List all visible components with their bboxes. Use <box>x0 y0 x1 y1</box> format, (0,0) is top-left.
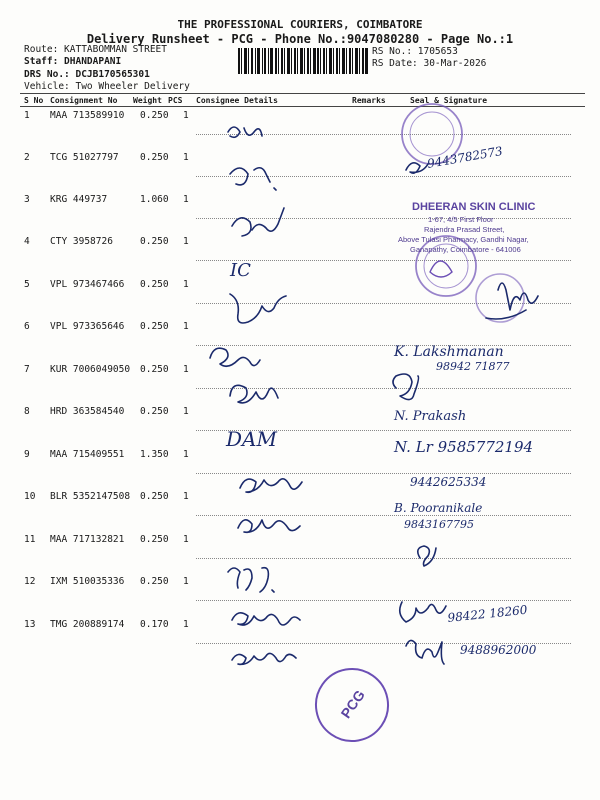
row-weight: 0.250 <box>140 364 169 375</box>
signature-line <box>196 388 571 389</box>
hw-phone-4: 9442625334 <box>410 475 487 489</box>
table-row <box>0 110 600 150</box>
signature-line <box>196 515 571 516</box>
signature-line <box>196 218 571 219</box>
row-consignment: CTY 3958726 <box>50 236 113 247</box>
company-name: THE PROFESSIONAL COURIERS, COIMBATORE <box>177 18 423 31</box>
row-sno: 1 <box>24 110 30 121</box>
col-consignee: Consignee Details <box>196 96 278 105</box>
signature-line <box>196 345 571 346</box>
clinic-line1: 1-67, 4/5 First Floor <box>428 215 494 224</box>
row-pcs: 1 <box>183 236 189 247</box>
row-pcs: 1 <box>183 194 189 205</box>
signature-line <box>196 176 571 177</box>
row-consignment: KUR 7006049050 <box>50 364 131 375</box>
row-pcs: 1 <box>183 279 189 290</box>
hw-phone-6: 98422 18260 <box>446 602 529 625</box>
clinic-name: DHEERAN SKIN CLINIC <box>412 201 536 213</box>
col-sno: S No <box>24 96 44 105</box>
pcg-stamp-text: PCG <box>337 687 368 722</box>
signature-line <box>196 473 571 474</box>
table-row <box>0 194 600 234</box>
vehicle: Vehicle: Two Wheeler Delivery <box>24 81 190 92</box>
clinic-line2: Rajendra Prasad Street, <box>424 225 505 234</box>
hw-ic: IC <box>230 260 251 281</box>
hw-name-3: B. Pooranikale <box>394 501 483 515</box>
row-sno: 10 <box>24 491 36 502</box>
row-sno: 12 <box>24 576 36 587</box>
row-consignment: TCG 51027797 <box>50 152 119 163</box>
col-pcs: PCS <box>168 96 183 105</box>
row-consignment: MAA 715409551 <box>50 449 125 460</box>
row-weight: 1.060 <box>140 194 169 205</box>
table-row <box>0 449 600 489</box>
signature-line <box>196 430 571 431</box>
row-consignment: VPL 973365646 <box>50 321 125 332</box>
row-consignment: BLR 5352147508 <box>50 491 131 502</box>
row-pcs: 1 <box>183 491 189 502</box>
hw-phone-2: 98942 71877 <box>436 360 510 373</box>
clinic-line4: Ganapathy, Coimbatore - 641006 <box>410 245 521 254</box>
col-weight: Weight <box>133 96 162 105</box>
runsheet-title: Delivery Runsheet - PCG - Phone No.:9047080280 - Page No.:1 <box>86 32 514 46</box>
row-weight: 0.250 <box>140 110 169 121</box>
row-consignment: TMG 200889174 <box>50 619 125 630</box>
signature-line <box>196 600 571 601</box>
signature-line <box>196 643 571 644</box>
table-row <box>0 406 600 446</box>
route: Route: KATTABOMMAN STREET <box>24 44 167 55</box>
col-remarks: Remarks <box>352 96 386 105</box>
row-weight: 0.250 <box>140 236 169 247</box>
row-consignment: HRD 363584540 <box>50 406 125 417</box>
row-pcs: 1 <box>183 321 189 332</box>
row-consignment: KRG 449737 <box>50 194 108 205</box>
rs-date: RS Date: 30-Mar-2026 <box>372 58 487 69</box>
row-weight: 0.250 <box>140 152 169 163</box>
row-sno: 13 <box>24 619 36 630</box>
table-row <box>0 576 600 616</box>
row-pcs: 1 <box>183 152 189 163</box>
row-weight: 1.350 <box>140 449 169 460</box>
row-sno: 8 <box>24 406 30 417</box>
signature-line <box>196 260 571 261</box>
col-consignment: Consignment No <box>50 96 118 105</box>
row-pcs: 1 <box>183 576 189 587</box>
barcode <box>238 48 368 74</box>
signature-line <box>196 134 571 135</box>
table-row <box>0 152 600 192</box>
row-sno: 4 <box>24 236 30 247</box>
row-consignment: MAA 713589910 <box>50 110 125 121</box>
row-weight: 0.250 <box>140 321 169 332</box>
row-sno: 11 <box>24 534 36 545</box>
row-weight: 0.250 <box>140 576 169 587</box>
hw-phone-3: N. Lr 9585772194 <box>394 438 534 456</box>
row-pcs: 1 <box>183 449 189 460</box>
drs-number: DRS No.: DCJB170565301 <box>24 69 150 80</box>
row-weight: 0.170 <box>140 619 169 630</box>
hw-dam: DAM <box>226 427 277 451</box>
table-row <box>0 279 600 319</box>
row-pcs: 1 <box>183 406 189 417</box>
row-consignment: VPL 973467466 <box>50 279 125 290</box>
row-pcs: 1 <box>183 619 189 630</box>
hw-name-1: K. Lakshmanan <box>394 344 504 360</box>
staff: Staff: DHANDAPANI <box>24 56 122 67</box>
header-rule-top <box>20 93 585 94</box>
table-row <box>0 236 600 276</box>
hw-name-2: N. Prakash <box>394 409 467 424</box>
row-weight: 0.250 <box>140 279 169 290</box>
table-row <box>0 534 600 574</box>
row-sno: 7 <box>24 364 30 375</box>
row-weight: 0.250 <box>140 534 169 545</box>
row-sno: 6 <box>24 321 30 332</box>
signature-line <box>196 558 571 559</box>
hw-phone-7: 9488962000 <box>460 643 537 657</box>
row-pcs: 1 <box>183 110 189 121</box>
row-consignment: MAA 717132821 <box>50 534 125 545</box>
rs-number: RS No.: 1705653 <box>372 46 458 57</box>
pcg-stamp <box>302 655 402 755</box>
table-row <box>0 321 600 361</box>
table-row <box>0 619 600 659</box>
row-pcs: 1 <box>183 534 189 545</box>
row-consignment: IXM 510035336 <box>50 576 125 587</box>
row-pcs: 1 <box>183 364 189 375</box>
clinic-line3: Above Tulasi Pharmacy, Gandhi Nagar, <box>398 235 529 244</box>
row-sno: 5 <box>24 279 30 290</box>
row-sno: 3 <box>24 194 30 205</box>
signature-line <box>196 303 571 304</box>
row-weight: 0.250 <box>140 406 169 417</box>
table-row <box>0 364 600 404</box>
table-row <box>0 491 600 531</box>
row-weight: 0.250 <box>140 491 169 502</box>
header-rule-bottom <box>20 106 585 107</box>
hw-phone-1: 9443782573 <box>426 143 504 171</box>
row-sno: 9 <box>24 449 30 460</box>
col-seal: Seal & Signature <box>410 96 488 105</box>
row-sno: 2 <box>24 152 30 163</box>
hw-phone-5: 9843167795 <box>404 518 474 531</box>
